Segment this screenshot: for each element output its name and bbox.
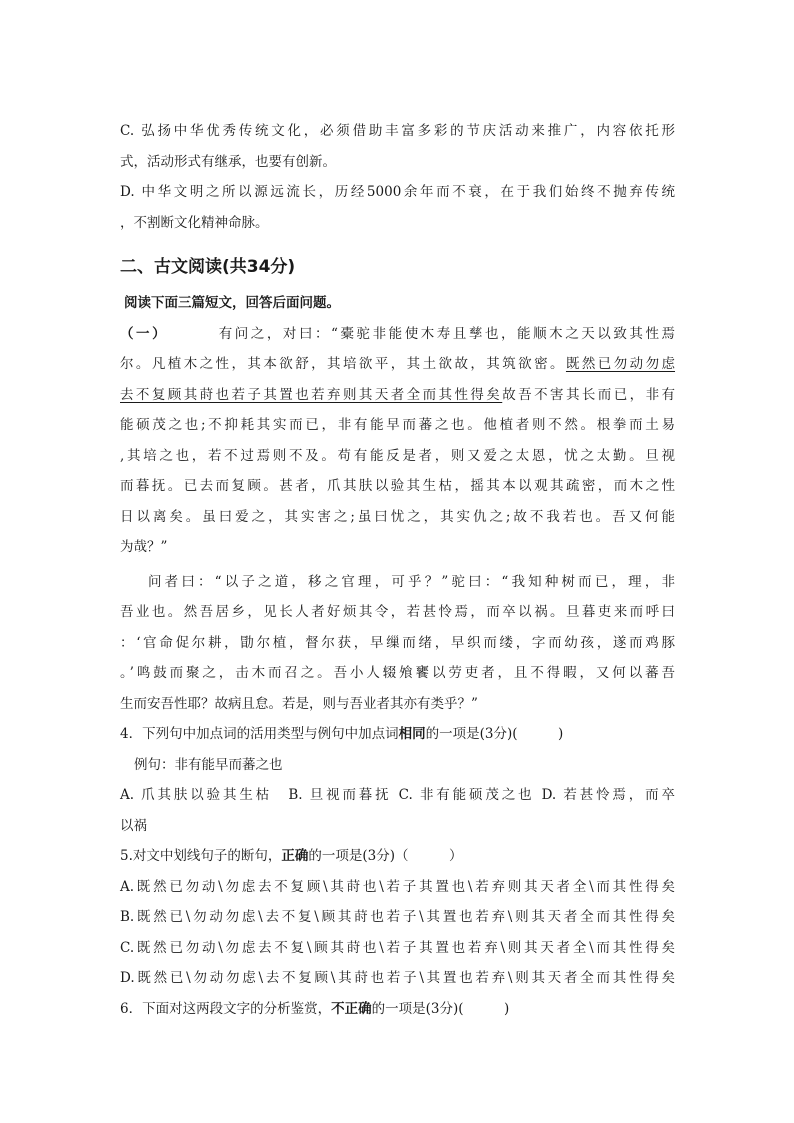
- passage2-line-2: 吾业也。然吾居乡，见长人者好烦其令，若甚怜焉，而卒以祸。旦暮吏来而呼曰: [120, 604, 675, 620]
- option-c-line2: 式，活动形式有继承，也要有创新。: [120, 153, 336, 170]
- passage-text: 尔。凡植木之性，其本欲舒，其培欲平，其土欲故，其筑欲密。: [120, 356, 566, 372]
- question-text: 的一项是(3分)（ ）: [308, 848, 463, 864]
- emphasis-text: 正确: [281, 848, 309, 864]
- passage2-line-5: 生而安吾性耶？故病且怠。若是，则与吾业者其亦有类乎？”: [120, 695, 478, 712]
- passage-line-2: [120, 349, 675, 380]
- question-4-example: 例句：非有能早而蕃之也: [134, 756, 283, 773]
- emphasis-text: 相同: [398, 726, 426, 742]
- passage-line-4: 能硕茂之也;不抑耗其实而已，非有能早而蕃之也。他植者则不然。根拳而土易: [120, 417, 675, 433]
- underlined-sentence: 去不复顾其莳也若子其置也若弃则其天者全而其性得矣: [120, 386, 503, 403]
- emphasis-text: 不正确: [331, 1000, 372, 1017]
- option-d-line1: D. 中华文明之所以源远流长，历经5000余年而不衰，在于我们始终不抛弃传统: [120, 184, 675, 200]
- passage-line-8: 为哉？”: [120, 539, 168, 555]
- passage2-line-1: 问者曰：“以子之道，移之官理，可乎？”驼曰：“我知种树而已，理，非: [148, 573, 675, 590]
- document-page: [120, 116, 675, 1024]
- question-5-option-a: A.既然已勿动\勿虑去不复顾\其莳也\若子其置也\若弃则其天者全\而其性得矣: [120, 878, 675, 895]
- question-text: 的一项是(3分)( ): [425, 726, 564, 742]
- question-6-stem: [120, 994, 675, 1025]
- passage2-line-4: 。’鸣鼓而聚之，击木而召之。吾小人辍飧饔以劳吏者，且不得暇，又何以蕃吾: [120, 665, 675, 681]
- section-title: 二、古文阅读(共34分): [120, 257, 296, 277]
- option-d-line2: ，不割断文化精神命脉。: [120, 214, 269, 231]
- question-5-stem: [120, 841, 675, 872]
- passage-text: 故吾不害其长而已，非有: [502, 386, 676, 403]
- question-4-stem: [120, 719, 675, 750]
- underlined-sentence: 既然已勿动勿虑: [565, 356, 676, 372]
- question-text: 的一项是(3分)( ): [371, 1000, 510, 1017]
- passage-line-5: ,其培之也，若不过焉则不及。苟有能反是者，则又爱之太恩，忧之太勤。旦视: [120, 447, 675, 464]
- question-4-options-cont: 以祸: [120, 817, 147, 834]
- question-text: 5.对文中划线句子的断句，: [120, 848, 282, 864]
- passage-line-6: 而暮抚。已去而复顾。甚者，爪其肤以验其生枯，摇其本以观其疏密，而木之性: [120, 478, 675, 494]
- question-text: 6．下面对这两段文字的分析鉴赏，: [120, 1000, 332, 1017]
- option-c-line1: C. 弘扬中华优秀传统文化，必须借助丰富多彩的节庆活动来推广，内容依托形: [120, 123, 675, 139]
- passage-text: 有问之，对曰：“橐驼非能使木寿且孳也，能顺木之天以致其性焉: [216, 325, 676, 342]
- part-label: （一）: [120, 325, 169, 342]
- question-text: 4．下列句中加点词的活用类型与例句中加点词: [120, 726, 399, 742]
- question-5-option-d: D.既然已\勿动勿虑\去不复顾\其莳也若子\其置也若弃\则其天者全而其性得矣: [120, 970, 675, 986]
- passage-line-7: 日以离矣。虽曰爱之，其实害之;虽曰忧之，其实仇之;故不我若也。吾又何能: [120, 508, 675, 525]
- question-4-options: A. 爪其肤以验其生枯 B. 旦视而暮抚 C. 非有能硕茂之也 D. 若甚怜焉，而卒: [120, 787, 675, 803]
- question-5-option-b: B.既然已\勿动勿虑\去不复\顾其莳也若子\其置也若弃\则其天者全而其性得矣: [120, 909, 675, 925]
- question-5-option-c: C.既然已勿动\勿虑去不复\顾其莳也\若子其置也若弃\则其天者全\而其性得矣: [120, 939, 675, 956]
- passage-line-3: [120, 380, 675, 411]
- reading-instruction: 阅读下面三篇短文，回答后面问题。: [124, 295, 340, 311]
- passage2-line-3: ：‘官命促尔耕，勖尔植，督尔获，早缫而绪，早织而缕，字而幼孩，遂而鸡豚: [120, 634, 675, 651]
- passage-line-1: [120, 319, 675, 350]
